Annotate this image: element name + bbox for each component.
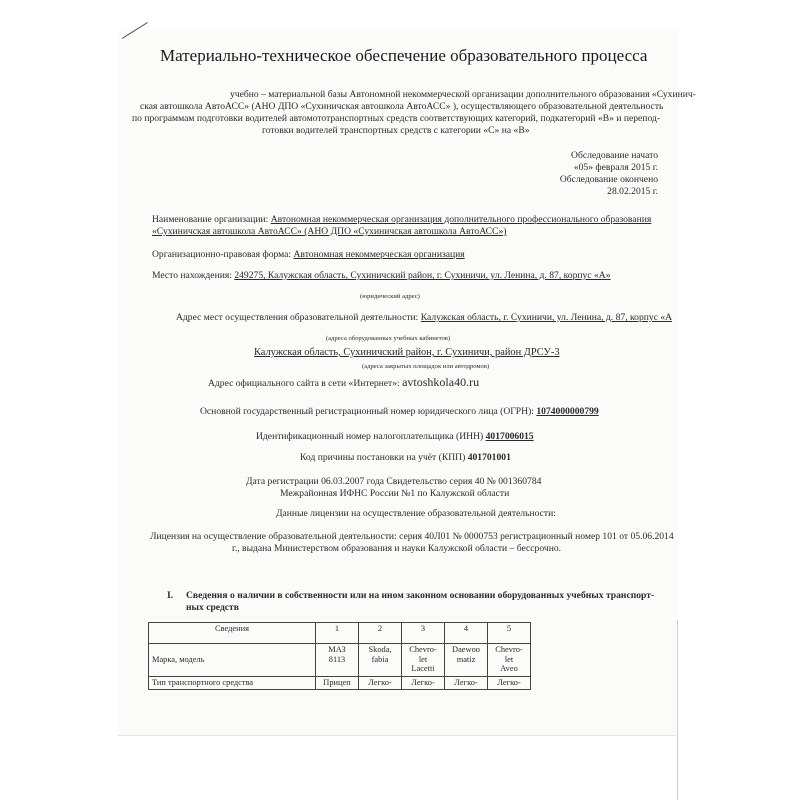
org-name-value-2: «Сухиничская автошкола АвтоАСС» (АНО ДПО «Сухиничская автошкола АвтоАСС»)	[152, 226, 507, 237]
table-header-col: 5	[488, 623, 531, 644]
table-header-col: 3	[402, 623, 445, 644]
license-line-2: г., выдана Министерством образования и науки Калужской области – бессрочно.	[232, 543, 562, 554]
org-inn-label: Идентификационный номер налогоплательщика (ИНН)	[256, 431, 484, 442]
cell-line: let	[504, 654, 514, 664]
inspection-finished-label: Обследование окончено	[559, 174, 658, 185]
cell-line: Chevro-	[409, 645, 437, 654]
org-site-label: Адрес официального сайта в сети «Интернет»:	[208, 378, 400, 389]
cell-line: Chevro-	[495, 645, 523, 654]
table-row-label: Тип транспортного средства	[149, 677, 316, 690]
org-form-label: Организационно-правовая форма:	[152, 249, 292, 260]
org-kpp-value: 401701001	[467, 452, 511, 463]
cell-line: Skoda,	[368, 645, 392, 654]
cell-line: Aveo	[500, 664, 518, 673]
org-registration-line-1: Дата регистрации 06.03.2007 года Свидетельство серия 40 № 001360784	[246, 476, 542, 487]
org-site-row	[208, 377, 479, 389]
table-cell	[402, 644, 445, 677]
table-cell: Прицеп	[316, 677, 359, 690]
section-number: I.	[167, 590, 174, 601]
inspection-started-date: «05» февраля 2015 г.	[573, 162, 658, 173]
table-cell: Легко-	[402, 677, 445, 690]
org-ogrn-value: 1074000000799	[536, 406, 599, 417]
org-name-label: Наименование организации:	[152, 214, 269, 225]
org-inn-row	[256, 431, 534, 442]
inspection-finished-date: 28.02.2015 г.	[607, 186, 658, 197]
org-location-value: 249275, Калужская область, Сухиничский район, г. Сухиничи, ул. Ленина, д. 87, корпус «А»	[234, 270, 611, 281]
table-header-col: 2	[359, 623, 402, 644]
org-activity-value: Калужская область, г. Сухиничи, ул. Ленина, д. 87, корпус «А	[420, 312, 673, 323]
intro-line-1: учебно – материальной базы Автономной некоммерческой организации дополнительного образования «Сухинич-	[230, 89, 696, 100]
cell-line: МАЗ	[328, 645, 346, 654]
table-row	[149, 677, 531, 690]
org-location-row	[152, 270, 611, 281]
org-form-row	[152, 249, 465, 260]
table-row	[149, 644, 531, 677]
org-kpp-label: Код причины постановки на учёт (КПП)	[300, 452, 466, 463]
org-inn-value: 4017006015	[485, 431, 534, 442]
table-header-col: 1	[316, 623, 359, 644]
cell-line: Daewoo	[452, 645, 480, 654]
org-name-row	[152, 214, 651, 225]
intro-line-2: ская автошкола АвтоАСС» (АНО ДПО «Сухиничская автошкола АвтоАСС» ), осуществляющего образовательной деятельность	[140, 101, 664, 112]
cell-line: Lacetti	[411, 664, 435, 673]
org-ogrn-row	[200, 406, 599, 417]
org-registration-line-2: Межрайонная ИФНС России №1 по Калужской области	[280, 488, 510, 499]
table-cell	[359, 644, 402, 677]
org-location-label: Место нахождения:	[152, 270, 232, 281]
intro-line-3: по программам подготовки водителей автомототранспортных средств соответствующих категорий, подкатегорий «В» и перепод-	[132, 113, 661, 124]
section-title-2: ных средств	[186, 602, 239, 613]
license-header: Данные лицензии на осуществление образовательной деятельности:	[276, 508, 556, 519]
table-header-col: 4	[445, 623, 488, 644]
table-cell	[445, 644, 488, 677]
table-cell: Легко-	[445, 677, 488, 690]
table-header-row	[149, 623, 531, 644]
section-title-1: Сведения о наличии в собственности или на ином законном основании оборудованных учебных транспорт-	[186, 590, 655, 601]
table-row-label: Марка, модель	[149, 644, 316, 677]
table-cell: Легко-	[359, 677, 402, 690]
cell-line: matiz	[456, 654, 476, 664]
page-edge-right	[677, 620, 678, 800]
org-activity-row	[176, 312, 672, 323]
org-grounds-value: Калужская область, Сухиничский район, г. Сухиничи, район ДРСУ-3	[254, 347, 560, 358]
org-kpp-row	[300, 452, 511, 463]
cell-line: 8113	[328, 654, 346, 664]
cell-line: let	[418, 654, 428, 664]
intro-line-4: готовки водителей транспортных средств с категории «С» на «В»	[262, 125, 530, 136]
org-ogrn-label: Основной государственный регистрационный номер юридического лица (ОГРН):	[200, 406, 534, 417]
org-form-value: Автономная некоммерческая организация	[293, 249, 465, 260]
document-title: Материально-техническое обеспечение образовательного процесса	[160, 46, 648, 65]
org-grounds-note: (адреса закрытых площадок или автодромов)	[362, 363, 490, 370]
inspection-started-label: Обследование начато	[571, 150, 658, 161]
org-location-note: (юридический адрес)	[360, 293, 420, 300]
cell-line: fabia	[371, 654, 389, 664]
vehicles-table	[148, 622, 531, 690]
org-name-value: Автономная некоммерческая организация дополнительного профессионального образования	[270, 214, 652, 225]
org-activity-label: Адрес мест осуществления образовательной деятельности:	[176, 312, 419, 323]
license-line-1: Лицензия на осуществление образовательной деятельности: серия 40Л01 № 0000753 регистрационный номер 101 от 05.06.2014	[150, 531, 674, 542]
org-site-value: avtoshkola40.ru	[402, 375, 480, 389]
table-cell: Легко-	[488, 677, 531, 690]
page-edge-bottom	[118, 735, 678, 736]
table-cell	[488, 644, 531, 677]
table-header-label: Сведения	[149, 623, 316, 644]
org-activity-note: (адреса оборудованных учебных кабинетов)	[326, 335, 451, 342]
table-cell	[316, 644, 359, 677]
